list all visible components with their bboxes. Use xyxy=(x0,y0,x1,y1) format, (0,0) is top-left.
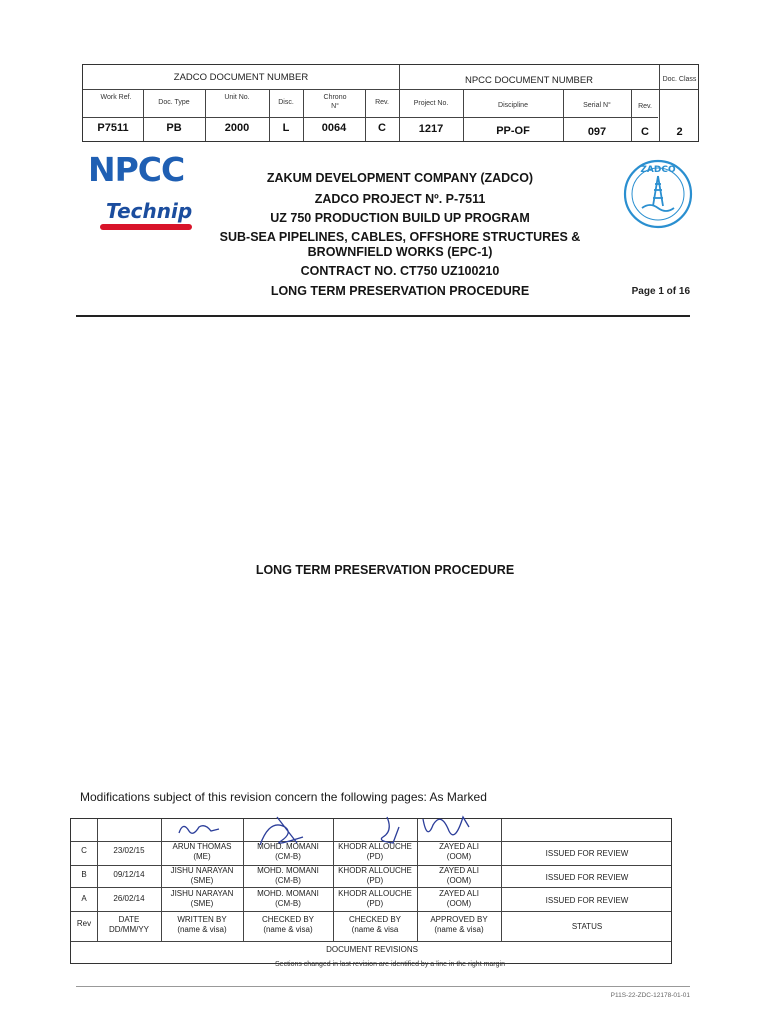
header-rule xyxy=(76,315,690,317)
status-cell: ISSUED FOR REVIEW xyxy=(545,849,629,858)
scope-line-2: BROWNFIELD WORKS (EPC-1) xyxy=(307,245,493,259)
project-no-value: 1217 xyxy=(418,123,444,135)
rev-header: Rev. xyxy=(375,99,389,106)
document-title: LONG TERM PRESERVATION PROCEDURE xyxy=(270,284,530,298)
zadco-seal-text: ZADCO xyxy=(640,165,676,175)
date-cell: 23/02/15 xyxy=(113,846,145,855)
approved-by-column-header: APPROVED BY (name & visa) xyxy=(430,915,488,934)
page-indicator: Page 1 of 16 xyxy=(631,286,690,297)
written-by-cell: ARUN THOMAS (ME) xyxy=(172,842,232,861)
status-column-header: STATUS xyxy=(571,922,603,931)
doc-class-label: Doc. Class xyxy=(662,76,697,83)
center-title: LONG TERM PRESERVATION PROCEDURE xyxy=(255,563,515,577)
sections-changed-note: Sections changed in last revision are identified by a line in the right margin xyxy=(275,961,505,968)
status-cell: ISSUED FOR REVIEW xyxy=(545,896,629,905)
revision-table xyxy=(70,818,672,964)
doc-type-value: PB xyxy=(166,122,182,134)
work-ref-value: P7511 xyxy=(97,122,129,134)
checked-by-cell: KHODR ALLOUCHE (PD) xyxy=(338,889,412,908)
footer-document-reference: P11S-22-ZDC-12178-01-01 xyxy=(610,992,690,999)
approved-by-cell: ZAYED ALI (OOM) xyxy=(439,866,479,885)
date-cell: 09/12/14 xyxy=(113,870,145,879)
npcc-doc-number-title: NPCC DOCUMENT NUMBER xyxy=(464,75,594,86)
chrono-value: 0064 xyxy=(321,122,347,134)
serial-value: 097 xyxy=(587,126,607,138)
scope-line-1: SUB-SEA PIPELINES, CABLES, OFFSHORE STRUCTURES & xyxy=(219,230,581,244)
rev-cell: A xyxy=(81,894,87,903)
approved-by-cell: ZAYED ALI (OOM) xyxy=(439,889,479,908)
signature-scribbles xyxy=(71,797,673,845)
doc-type-header: Doc. Type xyxy=(158,99,190,106)
rev-cell: C xyxy=(81,846,87,855)
serial-header: Serial N° xyxy=(583,102,611,109)
date-column-header: DATE DD/MM/YY xyxy=(109,915,149,934)
doc-class-value: 2 xyxy=(676,126,683,138)
company-name: ZAKUM DEVELOPMENT COMPANY (ZADCO) xyxy=(266,171,534,185)
work-ref-header: Work Ref. xyxy=(100,94,132,101)
zadco-doc-number-title: ZADCO DOCUMENT NUMBER xyxy=(173,72,309,83)
written-by-cell: JISHU NARAYAN (SME) xyxy=(170,866,234,885)
technip-logo: Technip xyxy=(106,199,193,223)
revision-table-caption: DOCUMENT REVISIONS xyxy=(326,945,418,954)
project-no-header: Project No. xyxy=(413,100,449,107)
rev-column-header: Rev xyxy=(76,919,92,928)
checked-by-cell: KHODR ALLOUCHE (PD) xyxy=(338,842,412,861)
rev-cell: B xyxy=(81,870,87,879)
checked-by-cell: MOHD. MOMANI (CM-B) xyxy=(257,889,319,908)
disc-value: L xyxy=(282,122,290,134)
modifications-note: Modifications subject of this revision concern the following pages: As Marked xyxy=(80,790,487,804)
checked-by-column-header: CHECKED BY (name & visa) xyxy=(261,915,314,934)
divider xyxy=(83,89,698,90)
checked-by-cell: MOHD. MOMANI (CM-B) xyxy=(257,842,319,861)
status-cell: ISSUED FOR REVIEW xyxy=(545,873,629,882)
unit-no-header: Unit No. xyxy=(224,94,250,101)
zadco-seal-logo xyxy=(622,158,694,230)
written-by-column-header: WRITTEN BY (name & visa) xyxy=(177,915,227,934)
rev-value: C xyxy=(641,126,649,138)
date-cell: 26/02/14 xyxy=(113,894,145,903)
discipline-value: PP-OF xyxy=(496,125,530,137)
chrono-header: Chrono N° xyxy=(323,94,347,110)
technip-logo-swoosh xyxy=(100,224,192,230)
npcc-logo: NPCC xyxy=(88,150,185,189)
document-number-table xyxy=(82,64,699,142)
unit-no-value: 2000 xyxy=(224,122,250,134)
footer-rule xyxy=(76,986,690,987)
discipline-header: Discipline xyxy=(498,102,528,109)
approved-by-cell: ZAYED ALI (OOM) xyxy=(439,842,479,861)
disc-header: Disc. xyxy=(278,99,294,106)
rev-header: Rev. xyxy=(638,103,652,110)
contract-number: CONTRACT NO. CT750 UZ100210 xyxy=(300,264,500,278)
divider xyxy=(71,941,671,942)
checked-by-cell: MOHD. MOMANI (CM-B) xyxy=(257,866,319,885)
checked-by-column-header: CHECKED BY (name & visa xyxy=(348,915,401,934)
project-number: ZADCO PROJECT Nº. P-7511 xyxy=(314,192,486,206)
written-by-cell: JISHU NARAYAN (SME) xyxy=(170,889,234,908)
checked-by-cell: KHODR ALLOUCHE (PD) xyxy=(338,866,412,885)
divider xyxy=(83,117,658,118)
rev-value: C xyxy=(378,122,386,134)
program-title: UZ 750 PRODUCTION BUILD UP PROGRAM xyxy=(270,211,530,225)
